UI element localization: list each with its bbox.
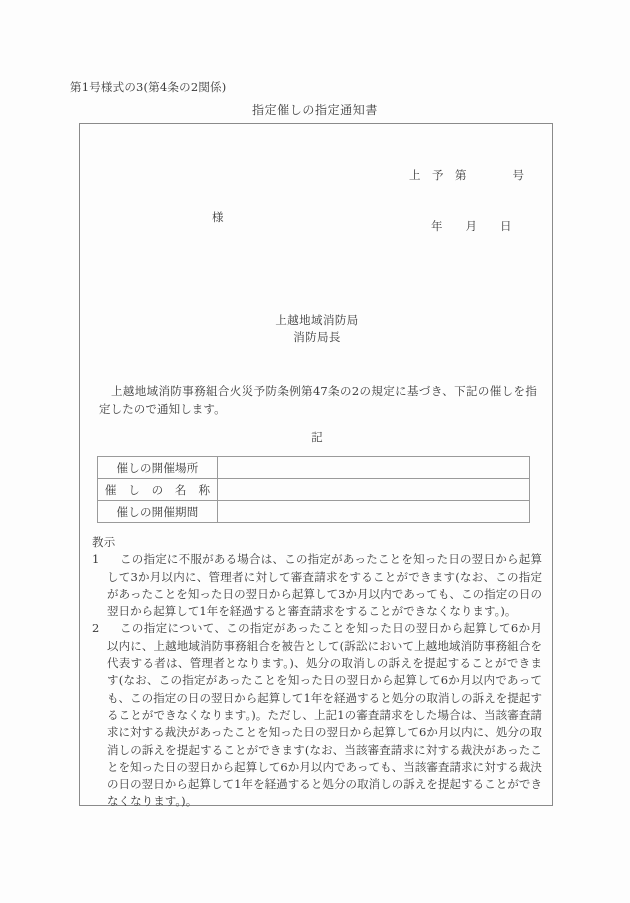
table-row (98, 501, 530, 523)
instructions-section (92, 534, 542, 811)
notice-frame (79, 123, 553, 809)
instruction-text: この指定について、この指定があったことを知った日の翌日から起算して6か月以内に、上越地域消防事務組合を被告として(訴訟において上越地域消防事務組合を代表する者は、管理者となります。)、処分の取消しの訴えを提起することができます(なお、この指定があったことを知った日の翌日から起算して6か月以内であっても、この指定の日の翌日から起算して1年を経過すると処分の取消しの訴えを提起することができなくなります。)。ただし、上記1の審査請求をした場合は、当該審査請求に対する裁決があったことを知った日の翌日から起算して6か月以内に、処分の取消しの訴えを提起することができます(なお、当該審査請求に対する裁決があったことを知った日の翌日から起算して6か月以内であっても、当該審査請求に対する裁決の日の翌日から起算して1年を経過すると処分の取消しの訴えを提起することができなくなります。)。 (107, 621, 542, 809)
ki-mark: 記 (311, 430, 323, 444)
document-date-line: 年 月 日 (431, 219, 512, 233)
table-row-value[interactable] (218, 457, 530, 479)
instruction-text: この指定に不服がある場合は、この指定があったことを知った日の翌日から起算して3か月以内に、管理者に対して審査請求をすることができます(なお、この指定があったことを知った日の翌日から起算して3か月以内であっても、この指定の日の翌日から起算して1年を経過すると審査請求をすることができなくなります。)。 (107, 552, 542, 619)
instruction-item (92, 620, 542, 810)
instruction-number: 2 (92, 621, 100, 636)
form-number-label: 第1号様式の3(第4条の2関係) (70, 80, 227, 94)
document-meta (409, 133, 524, 269)
instruction-number: 1 (92, 552, 100, 567)
document-title: 指定催しの指定通知書 (251, 103, 378, 117)
issuer-organization: 上越地域消防局 (275, 313, 359, 327)
table-row-label: 催しの開催場所 (98, 457, 218, 479)
table-row-label: 催しの開催期間 (98, 501, 218, 523)
event-info-table (97, 456, 530, 523)
issuer-block (80, 312, 554, 346)
instructions-heading: 教示 (92, 535, 116, 549)
document-number-line: 上 予 第 号 (409, 168, 524, 182)
table-row-value[interactable] (218, 501, 530, 523)
table-row (98, 457, 530, 479)
body-paragraph: 上越地域消防事務組合火災予防条例第47条の2の規定に基づき、下記の催しを指定したので通知します。 (99, 384, 537, 416)
addressee-honorific: 様 (212, 210, 224, 224)
instruction-item (92, 551, 542, 620)
table-row (98, 479, 530, 501)
issuer-role: 消防局長 (293, 330, 341, 344)
table-row-value[interactable] (218, 479, 530, 501)
table-row-label: 催 し の 名 称 (98, 479, 218, 501)
